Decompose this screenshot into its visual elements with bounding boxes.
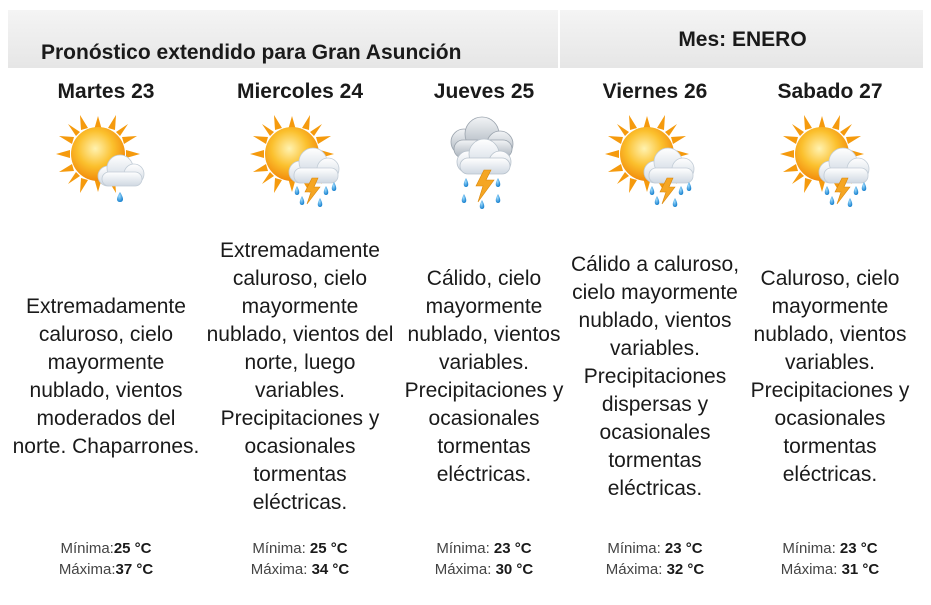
month-label: Mes: ENERO	[678, 28, 807, 51]
min-temp-line	[570, 538, 740, 559]
max-temp-line	[745, 559, 915, 580]
temperature-block	[745, 538, 915, 580]
forecast-description: Extremadamente caluroso, cielo mayormente nublado, vientos moderados del norte. Chaparrones.	[12, 295, 200, 458]
day-name: Sabado 27	[777, 80, 883, 103]
min-temp-label: Mínima:	[60, 540, 114, 557]
forecast-description: Cálido a caluroso, cielo mayormente nublado, vientos variables. Precipitaciones dispersas y ocasionales tormentas eléctricas.	[570, 253, 740, 500]
forecast-description: Cálido, cielo mayormente nublado, vientos variables. Precipitaciones y ocasionales tormentas eléctricas.	[404, 267, 564, 486]
day-column-jueves	[398, 0, 570, 605]
min-temp-label: Mínima:	[252, 540, 310, 557]
max-temp-value: 32 °C	[666, 561, 705, 578]
sun-cloud-storm-icon	[605, 112, 705, 212]
max-temp-line	[205, 559, 395, 580]
min-temp-label: Mínima:	[607, 540, 665, 557]
max-temp-line	[570, 559, 740, 580]
forecast-description: Extremadamente caluroso, cielo mayormente nublado, vientos del norte, luego variables. Precipitaciones y ocasionales tormentas eléctricas.	[206, 239, 394, 514]
min-temp-label: Mínima:	[436, 540, 494, 557]
min-temp-value: 23 °C	[493, 540, 532, 557]
description-area	[398, 222, 570, 532]
max-temp-value: 31 °C	[841, 561, 880, 578]
max-temp-line	[12, 559, 200, 580]
min-temp-line	[398, 538, 570, 559]
sun-cloud-storm-icon	[780, 112, 880, 212]
day-name: Jueves 25	[433, 80, 535, 103]
page-title: Pronóstico extendido para Gran Asunción	[41, 41, 462, 64]
min-temp-line	[745, 538, 915, 559]
min-temp-line	[12, 538, 200, 559]
day-column-viernes	[570, 0, 740, 605]
max-temp-line	[398, 559, 570, 580]
forecast-description: Caluroso, cielo mayormente nublado, vientos variables. Precipitaciones y ocasionales tormentas eléctricas.	[750, 267, 910, 486]
description-area	[12, 222, 200, 532]
cloud-storm-icon	[434, 112, 534, 212]
temperature-block	[398, 538, 570, 580]
description-area	[205, 222, 395, 532]
max-temp-label: Máxima:	[605, 561, 667, 578]
max-temp-label: Máxima:	[434, 561, 496, 578]
max-temp-label: Máxima:	[250, 561, 312, 578]
max-temp-value: 30 °C	[495, 561, 534, 578]
max-temp-label: Máxima:	[58, 561, 116, 578]
day-name: Viernes 26	[602, 80, 708, 103]
temperature-block	[570, 538, 740, 580]
sun-cloud-storm-icon	[250, 112, 350, 212]
max-temp-value: 37 °C	[115, 561, 154, 578]
day-column-miercoles	[205, 0, 395, 605]
min-temp-value: 25 °C	[309, 540, 348, 557]
day-column-sabado	[745, 0, 915, 605]
description-area	[745, 222, 915, 532]
sun-cloud-rain-icon	[56, 112, 156, 212]
description-area	[570, 222, 740, 532]
min-temp-line	[205, 538, 395, 559]
min-temp-label: Mínima:	[782, 540, 840, 557]
max-temp-value: 34 °C	[311, 561, 350, 578]
day-name: Martes 23	[57, 80, 155, 103]
min-temp-value: 23 °C	[664, 540, 703, 557]
day-column-martes	[12, 0, 200, 605]
temperature-block	[12, 538, 200, 580]
min-temp-value: 23 °C	[839, 540, 878, 557]
min-temp-value: 25 °C	[113, 540, 152, 557]
day-name: Miercoles 24	[236, 80, 364, 103]
max-temp-label: Máxima:	[780, 561, 842, 578]
temperature-block	[205, 538, 395, 580]
